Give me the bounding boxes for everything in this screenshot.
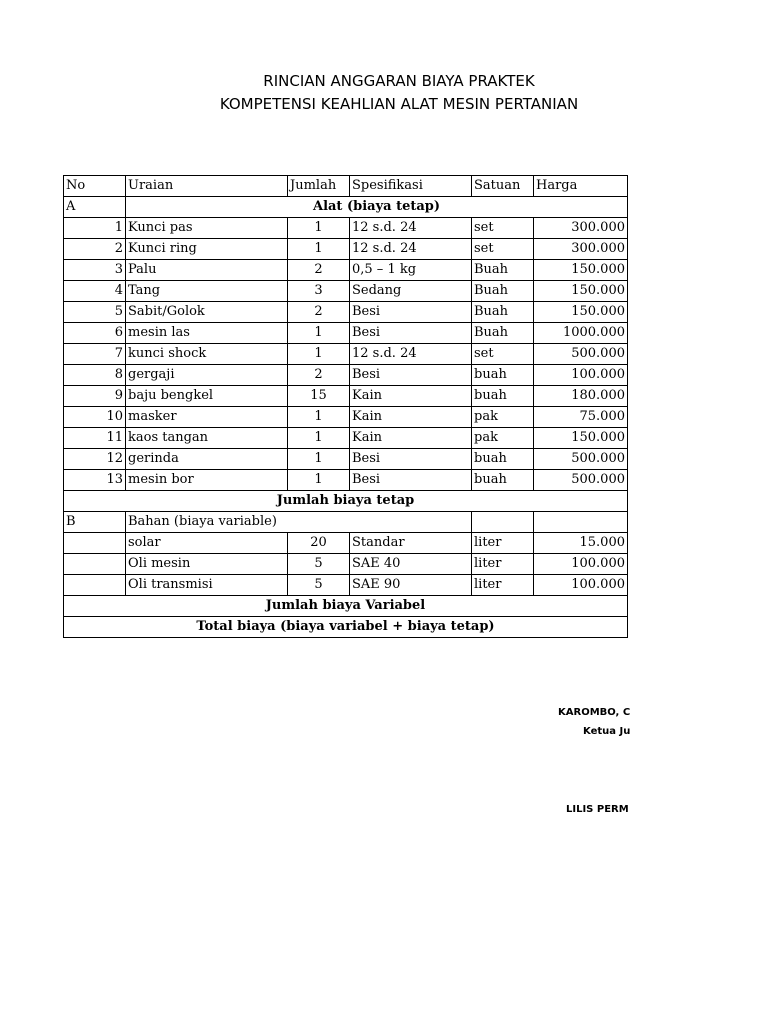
- cell-no: 9: [64, 386, 126, 407]
- cell-spesifikasi: Sedang: [350, 281, 472, 302]
- table-row: [64, 344, 628, 365]
- cell-spesifikasi: Besi: [350, 323, 472, 344]
- cell-satuan: Buah: [472, 281, 534, 302]
- cell-satuan: buah: [472, 449, 534, 470]
- cell-no: 1: [64, 218, 126, 239]
- cell-jumlah: 2: [288, 365, 350, 386]
- table-row: [64, 575, 628, 596]
- section-a-code: A: [64, 197, 126, 218]
- cell-satuan: pak: [472, 407, 534, 428]
- cell-jumlah: 1: [288, 428, 350, 449]
- cell-jumlah: 3: [288, 281, 350, 302]
- cell-harga: 500.000: [534, 344, 628, 365]
- cell-uraian: masker: [126, 407, 288, 428]
- header-harga: Harga: [534, 176, 628, 197]
- cell-spesifikasi: Kain: [350, 407, 472, 428]
- cell-uraian: Oli transmisi: [126, 575, 288, 596]
- cell-harga: 180.000: [534, 386, 628, 407]
- table-row: [64, 323, 628, 344]
- table-header-row: [64, 176, 628, 197]
- cell-no: 3: [64, 260, 126, 281]
- cell-jumlah: 1: [288, 407, 350, 428]
- subtotal-b-row: [64, 596, 628, 617]
- table-row: [64, 365, 628, 386]
- subtotal-a-row: [64, 491, 628, 512]
- cell-no: 7: [64, 344, 126, 365]
- cell-no: [64, 533, 126, 554]
- cell-harga: 300.000: [534, 218, 628, 239]
- cell-spesifikasi: SAE 40: [350, 554, 472, 575]
- table-row: [64, 428, 628, 449]
- cell-uraian: mesin las: [126, 323, 288, 344]
- cell-jumlah: 1: [288, 239, 350, 260]
- table-row: [64, 302, 628, 323]
- header-spesifikasi: Spesifikasi: [350, 176, 472, 197]
- section-b-empty-satuan: [472, 512, 534, 533]
- cell-harga: 100.000: [534, 554, 628, 575]
- cell-satuan: buah: [472, 386, 534, 407]
- cell-uraian: Oli mesin: [126, 554, 288, 575]
- cell-harga: 100.000: [534, 575, 628, 596]
- cell-uraian: Kunci pas: [126, 218, 288, 239]
- total-label: Total biaya (biaya variabel + biaya tetap): [64, 617, 628, 638]
- cell-spesifikasi: 12 s.d. 24: [350, 344, 472, 365]
- cell-spesifikasi: 0,5 – 1 kg: [350, 260, 472, 281]
- cell-satuan: liter: [472, 575, 534, 596]
- cell-spesifikasi: Besi: [350, 449, 472, 470]
- cell-harga: 150.000: [534, 302, 628, 323]
- cell-harga: 300.000: [534, 239, 628, 260]
- cell-spesifikasi: Standar: [350, 533, 472, 554]
- cell-jumlah: 1: [288, 470, 350, 491]
- cell-jumlah: 5: [288, 575, 350, 596]
- total-row: [64, 617, 628, 638]
- cell-satuan: Buah: [472, 302, 534, 323]
- table-row: [64, 218, 628, 239]
- cell-jumlah: 15: [288, 386, 350, 407]
- document-title-line1: RINCIAN ANGGARAN BIAYA PRAKTEK: [263, 72, 535, 90]
- cell-harga: 500.000: [534, 470, 628, 491]
- cell-harga: 15.000: [534, 533, 628, 554]
- table-row: [64, 260, 628, 281]
- table-row: [64, 386, 628, 407]
- cell-uraian: Palu: [126, 260, 288, 281]
- cell-spesifikasi: 12 s.d. 24: [350, 239, 472, 260]
- cell-satuan: Buah: [472, 260, 534, 281]
- cell-harga: 150.000: [534, 281, 628, 302]
- cell-no: 8: [64, 365, 126, 386]
- signature-name: LILIS PERM: [566, 804, 629, 815]
- cell-jumlah: 1: [288, 323, 350, 344]
- cell-spesifikasi: Kain: [350, 386, 472, 407]
- document-title-line2: KOMPETENSI KEAHLIAN ALAT MESIN PERTANIAN: [219, 95, 579, 113]
- cell-no: 5: [64, 302, 126, 323]
- section-a-row: [64, 197, 628, 218]
- cell-uraian: Kunci ring: [126, 239, 288, 260]
- section-b-empty-harga: [534, 512, 628, 533]
- header-uraian: Uraian: [126, 176, 288, 197]
- cell-jumlah: 1: [288, 449, 350, 470]
- cell-satuan: set: [472, 344, 534, 365]
- cell-spesifikasi: Besi: [350, 470, 472, 491]
- cell-spesifikasi: Besi: [350, 365, 472, 386]
- table-row: [64, 449, 628, 470]
- section-b-label: Bahan (biaya variable): [126, 512, 472, 533]
- section-a-label: Alat (biaya tetap): [126, 197, 628, 218]
- section-b-code: B: [64, 512, 126, 533]
- cell-harga: 150.000: [534, 260, 628, 281]
- cell-jumlah: 20: [288, 533, 350, 554]
- cell-jumlah: 2: [288, 302, 350, 323]
- cell-satuan: pak: [472, 428, 534, 449]
- cell-spesifikasi: Besi: [350, 302, 472, 323]
- table-row: [64, 533, 628, 554]
- cell-uraian: gergaji: [126, 365, 288, 386]
- subtotal-a-label: Jumlah biaya tetap: [64, 491, 628, 512]
- table-row: [64, 407, 628, 428]
- cell-no: 2: [64, 239, 126, 260]
- cell-no: 4: [64, 281, 126, 302]
- cell-harga: 75.000: [534, 407, 628, 428]
- signature-position: Ketua Ju: [583, 726, 630, 737]
- cell-no: 6: [64, 323, 126, 344]
- cell-no: [64, 575, 126, 596]
- cell-harga: 1000.000: [534, 323, 628, 344]
- cell-harga: 150.000: [534, 428, 628, 449]
- cell-uraian: Sabit/Golok: [126, 302, 288, 323]
- cell-no: 11: [64, 428, 126, 449]
- cell-uraian: kunci shock: [126, 344, 288, 365]
- cell-satuan: Buah: [472, 323, 534, 344]
- cell-satuan: set: [472, 218, 534, 239]
- cell-uraian: kaos tangan: [126, 428, 288, 449]
- table-row: [64, 281, 628, 302]
- cell-uraian: gerinda: [126, 449, 288, 470]
- header-no: No: [64, 176, 126, 197]
- cell-satuan: liter: [472, 533, 534, 554]
- budget-table: [63, 175, 628, 638]
- subtotal-b-label: Jumlah biaya Variabel: [64, 596, 628, 617]
- cell-uraian: Tang: [126, 281, 288, 302]
- header-satuan: Satuan: [472, 176, 534, 197]
- section-b-row: [64, 512, 628, 533]
- cell-spesifikasi: Kain: [350, 428, 472, 449]
- cell-satuan: set: [472, 239, 534, 260]
- header-jumlah: Jumlah: [288, 176, 350, 197]
- table-row: [64, 554, 628, 575]
- cell-no: 13: [64, 470, 126, 491]
- signature-place-date: KAROMBO, C: [558, 707, 630, 718]
- cell-uraian: baju bengkel: [126, 386, 288, 407]
- cell-harga: 100.000: [534, 365, 628, 386]
- cell-spesifikasi: 12 s.d. 24: [350, 218, 472, 239]
- cell-uraian: solar: [126, 533, 288, 554]
- cell-uraian: mesin bor: [126, 470, 288, 491]
- cell-satuan: liter: [472, 554, 534, 575]
- cell-satuan: buah: [472, 470, 534, 491]
- cell-jumlah: 1: [288, 344, 350, 365]
- table-row: [64, 470, 628, 491]
- table-row: [64, 239, 628, 260]
- cell-jumlah: 5: [288, 554, 350, 575]
- cell-no: [64, 554, 126, 575]
- cell-no: 12: [64, 449, 126, 470]
- cell-jumlah: 2: [288, 260, 350, 281]
- cell-no: 10: [64, 407, 126, 428]
- cell-harga: 500.000: [534, 449, 628, 470]
- cell-satuan: buah: [472, 365, 534, 386]
- cell-jumlah: 1: [288, 218, 350, 239]
- cell-spesifikasi: SAE 90: [350, 575, 472, 596]
